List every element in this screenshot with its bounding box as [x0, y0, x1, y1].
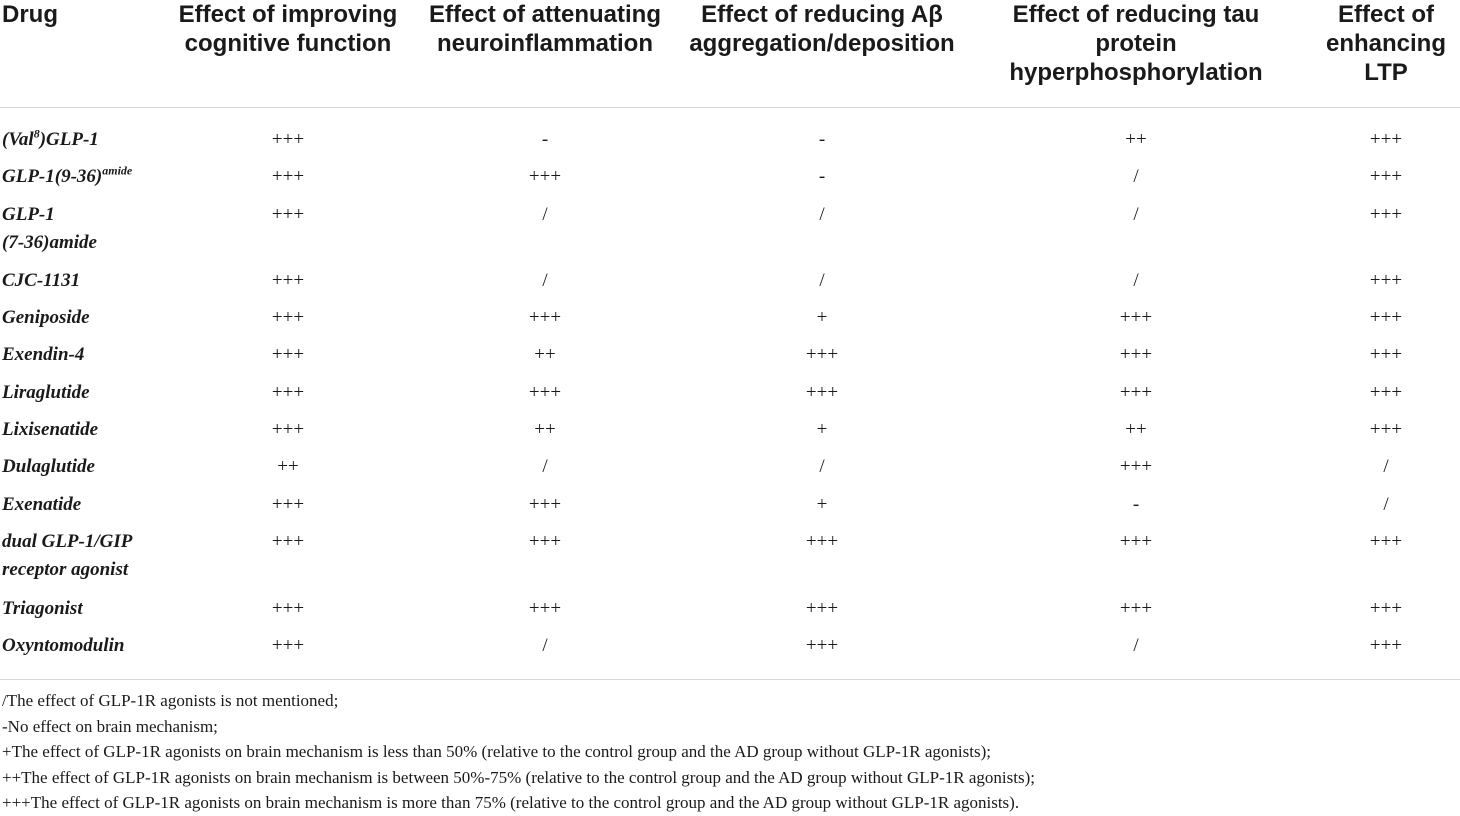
effect-value-cell: +++: [1369, 166, 1403, 187]
table-header: [0, 0, 1460, 108]
header-tau: Effect of reducing tau protein hyperphosphorylation: [1009, 1, 1263, 86]
effect-value-cell: +++: [1119, 344, 1153, 365]
drug-name-suffix: )GLP-1: [39, 129, 99, 150]
effect-value-cell: /: [819, 456, 825, 477]
effect-value-cell: +++: [1119, 307, 1153, 328]
drug-name-cell: [2, 379, 172, 407]
drug-name: Dulaglutide: [2, 456, 95, 477]
effect-value-cell: /: [1383, 456, 1389, 477]
footnotes: [2, 688, 1452, 816]
effect-value-cell: +++: [805, 344, 839, 365]
effect-value-cell: +++: [271, 494, 305, 515]
effect-value-cell: +++: [528, 307, 562, 328]
drug-name-cell: [2, 632, 172, 660]
drug-name-superscript: amide: [102, 163, 133, 178]
effect-value-cell: +++: [1369, 531, 1403, 552]
effect-value-cell: +++: [805, 382, 839, 403]
effect-value-cell: /: [1383, 494, 1389, 515]
effect-value-cell: +++: [271, 598, 305, 619]
effect-value-cell: /: [542, 270, 548, 291]
effect-value-cell: +++: [528, 531, 562, 552]
drug-name: Lixisenatide: [2, 419, 99, 440]
effect-value-cell: +++: [528, 382, 562, 403]
effect-value-cell: /: [819, 270, 825, 291]
effect-value-cell: +++: [271, 635, 305, 656]
effect-value-cell: +++: [1369, 635, 1403, 656]
drug-name-cell: [2, 453, 172, 481]
effect-value-cell: +++: [528, 494, 562, 515]
effect-value-cell: +++: [271, 344, 305, 365]
effect-value-cell: +: [816, 419, 828, 440]
drug-name: Triagonist: [2, 598, 83, 619]
effect-value-cell: +++: [271, 531, 305, 552]
drug-name: Geniposide: [2, 307, 90, 328]
drug-name: GLP-1 (7-36)amide: [2, 204, 97, 253]
effect-value-cell: ++: [277, 456, 299, 477]
effect-value-cell: +++: [1369, 307, 1403, 328]
effect-value-cell: +++: [1369, 270, 1403, 291]
drug-name-superscript: 8: [33, 126, 40, 141]
drug-name: Exendin-4: [2, 344, 85, 365]
footnote-minus: -No effect on brain mechanism;: [2, 716, 218, 736]
effect-value-cell: +: [816, 494, 828, 515]
header-ltp: Effect of enhancing LTP: [1325, 1, 1446, 86]
effect-value-cell: /: [542, 204, 548, 225]
effect-value-cell: /: [819, 204, 825, 225]
effect-value-cell: +++: [1119, 598, 1153, 619]
effect-value-cell: +++: [1369, 344, 1403, 365]
effect-value-cell: +++: [271, 307, 305, 328]
effect-value-cell: +++: [1369, 129, 1403, 150]
effect-value-cell: /: [542, 456, 548, 477]
footnote-triple-plus: +++The effect of GLP-1R agonists on brain mechanism is more than 75% (relative to the control group and the AD group without GLP-1R agonists).: [2, 793, 1020, 812]
drug-name-cell: [2, 267, 172, 295]
effect-value-cell: ++: [1125, 129, 1147, 150]
effect-value-cell: +++: [271, 382, 305, 403]
effect-value-cell: -: [818, 129, 826, 150]
drug-name-cell: [2, 528, 172, 584]
effect-value-cell: +++: [1119, 531, 1153, 552]
header-cognitive: Effect of improving cognitive function: [178, 1, 398, 57]
table-body: [0, 107, 1460, 680]
effect-value-cell: +: [816, 307, 828, 328]
effect-value-cell: +++: [271, 270, 305, 291]
effect-value-cell: -: [818, 166, 826, 187]
effect-value-cell: +++: [805, 598, 839, 619]
effect-value-cell: +++: [271, 419, 305, 440]
drug-name: dual GLP-1/GIP receptor agonist: [2, 531, 133, 580]
effect-value-cell: +++: [1369, 598, 1403, 619]
effect-value-cell: -: [1132, 494, 1140, 515]
effect-value-cell: +++: [528, 166, 562, 187]
drug-name: GLP-1(9-36): [2, 166, 103, 187]
effect-value-cell: +++: [805, 635, 839, 656]
drug-name-cell: [2, 201, 172, 257]
effect-value-cell: +++: [271, 166, 305, 187]
effect-value-cell: +++: [271, 129, 305, 150]
effect-value-cell: ++: [534, 344, 556, 365]
drug-name-cell: [2, 491, 172, 519]
header-neuroinflammation: Effect of attenuating neuroinflammation: [429, 1, 661, 57]
drug-name-cell: [2, 341, 172, 369]
drug-name-cell: [2, 595, 172, 623]
effect-value-cell: +++: [1369, 382, 1403, 403]
footnote-double-plus: ++The effect of GLP-1R agonists on brain mechanism is between 50%-75% (relative to the control group and the AD group without GLP-1R agonists);: [2, 767, 1035, 787]
drug-name: (Val: [2, 129, 34, 150]
header-abeta: Effect of reducing Aβ aggregation/deposition: [689, 1, 955, 57]
effect-value-cell: -: [541, 129, 549, 150]
footnote-slash: /The effect of GLP-1R agonists is not mentioned;: [2, 691, 339, 710]
drug-name: Oxyntomodulin: [2, 635, 125, 656]
drug-name-cell: [2, 304, 172, 332]
effect-value-cell: +++: [1119, 382, 1153, 403]
effect-value-cell: /: [542, 635, 548, 656]
effect-value-cell: +++: [805, 531, 839, 552]
effect-value-cell: +++: [528, 598, 562, 619]
effect-value-cell: /: [1133, 166, 1139, 187]
effect-value-cell: ++: [534, 419, 556, 440]
header-drug: Drug: [2, 1, 58, 28]
drug-name-cell: [2, 163, 172, 191]
effect-value-cell: +++: [1369, 204, 1403, 225]
drug-name: Exenatide: [2, 494, 82, 515]
footnote-plus: +The effect of GLP-1R agonists on brain mechanism is less than 50% (relative to the control group and the AD group without GLP-1R agonists);: [2, 742, 991, 761]
effect-value-cell: /: [1133, 635, 1139, 656]
drug-name-cell: [2, 416, 172, 444]
drug-name: Liraglutide: [2, 382, 90, 403]
effect-value-cell: /: [1133, 204, 1139, 225]
drug-name-cell: [2, 126, 172, 154]
effect-value-cell: +++: [1369, 419, 1403, 440]
effect-value-cell: +++: [271, 204, 305, 225]
effect-value-cell: ++: [1125, 419, 1147, 440]
effect-value-cell: +++: [1119, 456, 1153, 477]
effect-value-cell: /: [1133, 270, 1139, 291]
drug-name: CJC-1131: [2, 270, 81, 291]
